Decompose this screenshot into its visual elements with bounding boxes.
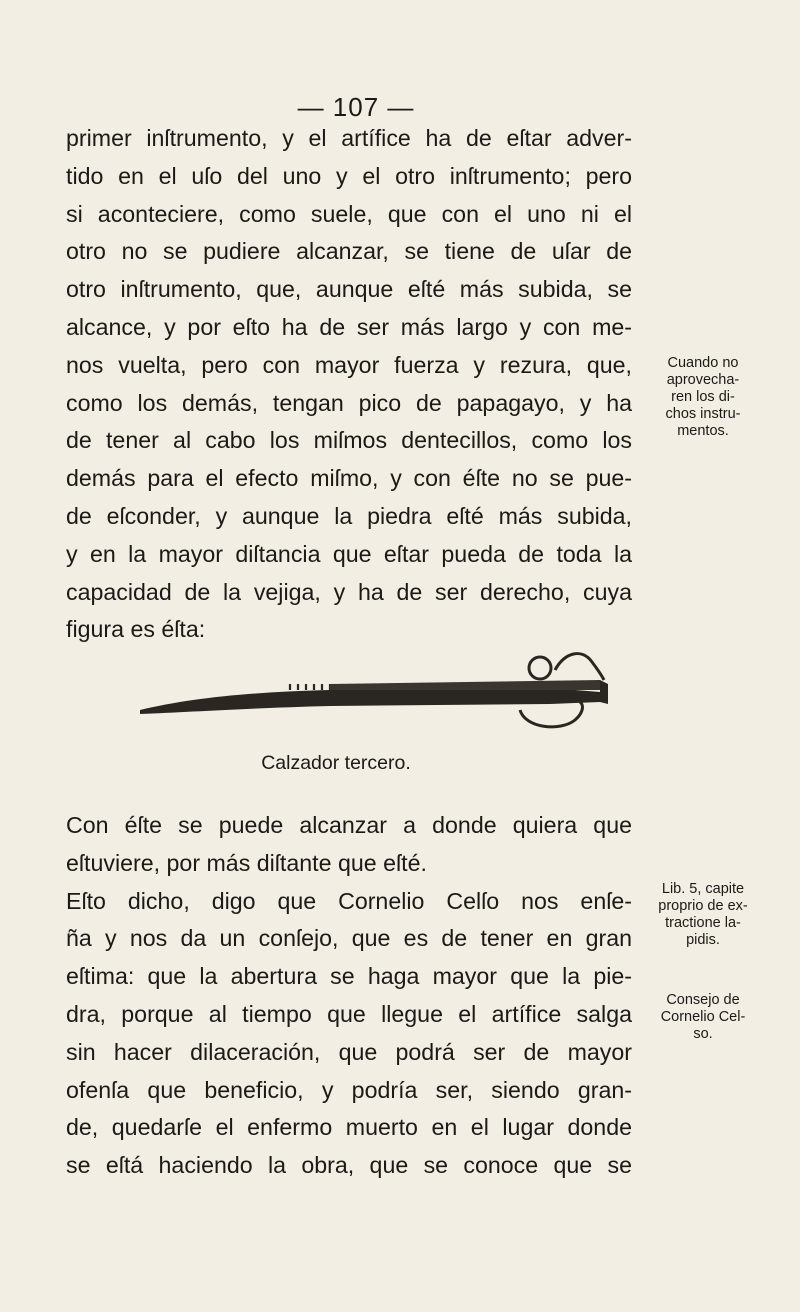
text-line: alcance, y por eſto ha de ser más largo y con me-	[66, 313, 632, 340]
instrument-hook	[600, 680, 608, 704]
instrument-head-upper	[555, 654, 604, 680]
text-line: si aconteciere, como suele, que con el uno ni el	[66, 200, 632, 227]
margin-note-line: chos instru-	[665, 406, 741, 422]
text-line: ña y nos da un conſejo, que es de tener en gran	[66, 925, 632, 952]
text-line: figura es éſta:	[66, 616, 206, 643]
text-line: capacidad de la vejiga, y ha de ser derecho, cuya	[66, 578, 632, 605]
text-line: tido en el uſo del uno y el otro inſtrumento; pero	[66, 162, 632, 189]
text-line: de tener al cabo los miſmos dentecillos, como los	[66, 427, 632, 454]
text-line: y en la mayor diſtancia que eſtar pueda de toda la	[66, 540, 632, 567]
text-line: eſtima: que la abertura se haga mayor que la pie-	[66, 963, 632, 990]
text-line: de eſconder, y aunque la piedra eſté más subida,	[66, 502, 632, 529]
margin-note-cuando	[644, 355, 762, 440]
margin-note-line: so.	[693, 1026, 713, 1042]
text-line: como los demás, tengan pico de papagayo, y ha	[66, 389, 632, 416]
figure-caption: Calzador tercero.	[261, 752, 411, 774]
margin-note-line: Consejo de	[666, 992, 740, 1008]
text-line: otro inſtrumento, que, aunque eſté más subida, se	[66, 276, 632, 303]
text-line: eſtuviere, por más diſtante que eſté.	[66, 849, 427, 876]
text-line: otro no se pudiere alcanzar, se tiene de uſar de	[66, 238, 632, 265]
margin-note-line: mentos.	[677, 423, 729, 439]
text-line: de, quedarſe el enfermo muerto en el lugar donde	[66, 1114, 632, 1141]
text-line: se eſtá haciendo la obra, que se conoce que se	[66, 1152, 632, 1179]
calzador-illustration	[130, 640, 630, 736]
margin-note-consejo	[644, 992, 762, 1043]
margin-note-line: Lib. 5, capite	[661, 881, 745, 897]
margin-note-line: tractione la-	[665, 915, 741, 931]
margin-note-line: proprio de ex-	[658, 898, 748, 914]
instrument-ring-lower	[520, 702, 582, 727]
margin-note-line: ren los di-	[671, 389, 735, 405]
margin-note-line: Cuando no	[667, 355, 739, 371]
text-line: Con éſte se puede alcanzar a donde quiera que	[66, 812, 632, 838]
margin-note-line: aprovecha-	[666, 372, 740, 388]
paragraph-2-3	[66, 807, 632, 1185]
instrument-upper-blade	[330, 680, 600, 690]
text-line: nos vuelta, pero con mayor fuerza y rezura, que,	[66, 351, 632, 378]
text-line: Eſto dicho, digo que Cornelio Celſo nos enſe-	[66, 887, 632, 914]
instrument-shaft	[140, 688, 600, 714]
text-line: demás para el efecto miſmo, y con éſte no se pue-	[66, 465, 632, 492]
text-line: ofenſa que beneficio, y podría ser, siendo gran-	[66, 1076, 632, 1103]
text-line: primer inſtrumento, y el artífice ha de eſtar adver-	[66, 125, 632, 151]
margin-note-line: Cornelio Cel-	[660, 1009, 746, 1025]
text-line: dra, porque al tiempo que llegue el artífice salga	[66, 1000, 632, 1027]
text-line: sin hacer dilaceración, que podrá ser de mayor	[66, 1038, 632, 1065]
paragraph-1	[66, 120, 632, 649]
instrument-ring-upper	[529, 657, 551, 679]
margin-note-lib	[644, 881, 762, 949]
margin-note-line: pidis.	[686, 932, 720, 948]
page-number: — 107 —	[297, 92, 415, 122]
